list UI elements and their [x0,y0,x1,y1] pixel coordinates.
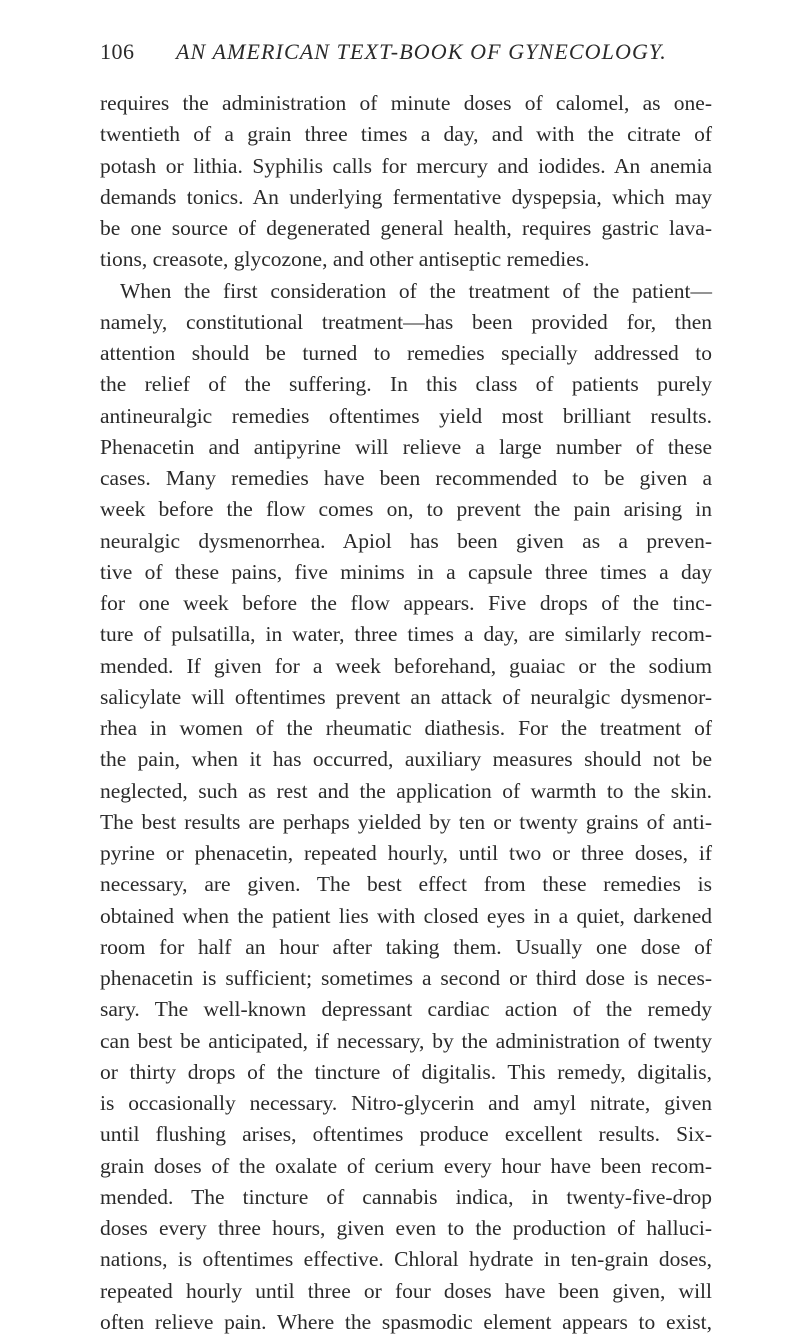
text-line: repeated hourly until three or four doses have been given, will [100,1278,712,1303]
text-line: nations, is oftentimes effective. Chloral hydrate in ten-grain doses, [100,1247,712,1272]
paragraph-start-line: When the first consideration of the treatment of the patient— [120,278,712,303]
text-line: be one source of degenerated general health, requires gastric lava- [100,216,712,240]
text-line: necessary, are given. The best effect from these remedies is [100,872,712,897]
text-line: tive of these pains, five minims in a capsule three times a day [100,559,712,584]
body-text [100,88,712,1338]
text-line: can best be anticipated, if necessary, by the administration of twenty [100,1028,712,1053]
text-line: mended. If given for a week beforehand, guaiac or the sodium [100,653,712,678]
text-line: tions, creasote, glycozone, and other antiseptic remedies. [100,247,590,272]
text-line: neuralgic dysmenorrhea. Apiol has been given as a preven- [100,528,712,553]
text-line: twentieth of a grain three times a day, and with the citrate of [100,122,712,147]
text-line: or thirty drops of the tincture of digitalis. This remedy, digitalis, [100,1059,712,1084]
text-line: Phenacetin and antipyrine will relieve a large number of these [100,434,712,459]
text-line: antineuralgic remedies oftentimes yield most brilliant results. [100,403,712,428]
running-title: AN AMERICAN TEXT-BOOK OF GYNECOLOGY. [176,39,667,64]
text-line: week before the flow comes on, to prevent the pain arising in [100,497,712,522]
text-line: for one week before the flow appears. Five drops of the tinc- [100,591,712,615]
text-line: ture of pulsatilla, in water, three times a day, are similarly recom- [100,622,712,647]
text-line: demands tonics. An underlying fermentative dyspepsia, which may [100,184,712,209]
running-head [100,37,700,67]
text-line: the pain, when it has occurred, auxiliary measures should not be [100,747,712,772]
text-line: often relieve pain. Where the spasmodic element appears to exist, [100,1309,712,1334]
text-line: phenacetin is sufficient; sometimes a second or third dose is neces- [100,966,712,990]
text-line: grain doses of the oxalate of cerium every hour have been recom- [100,1153,712,1178]
page-number: 106 [100,39,135,64]
text-line: salicylate will oftentimes prevent an attack of neuralgic dysmenor- [100,684,712,709]
text-line: the relief of the suffering. In this class of patients purely [100,372,712,397]
text-line: neglected, such as rest and the application of warmth to the skin. [100,778,712,803]
text-line: pyrine or phenacetin, repeated hourly, until two or three doses, if [100,841,712,865]
text-line: The best results are perhaps yielded by ten or twenty grains of anti- [100,809,712,834]
text-line: potash or lithia. Syphilis calls for mercury and iodides. An anemia [100,153,712,178]
text-line: until flushing arises, oftentimes produce excellent results. Six- [100,1122,712,1147]
text-line: mended. The tincture of cannabis indica, in twenty-five-drop [100,1184,712,1209]
text-line: room for half an hour after taking them. Usually one dose of [100,934,712,959]
text-line: obtained when the patient lies with closed eyes in a quiet, darkened [100,903,712,928]
text-line: cases. Many remedies have been recommended to be given a [100,466,712,490]
text-line: rhea in women of the rheumatic diathesis. For the treatment of [100,716,712,740]
text-line: sary. The well-known depressant cardiac action of the remedy [100,997,712,1022]
text-line: requires the administration of minute doses of calomel, as one- [100,91,712,115]
text-line: attention should be turned to remedies specially addressed to [100,341,712,365]
text-line: doses every three hours, given even to the production of halluci- [100,1216,712,1240]
text-line: namely, constitutional treatment—has been provided for, then [100,309,712,334]
text-line: is occasionally necessary. Nitro-glycerin and amyl nitrate, given [100,1091,712,1115]
